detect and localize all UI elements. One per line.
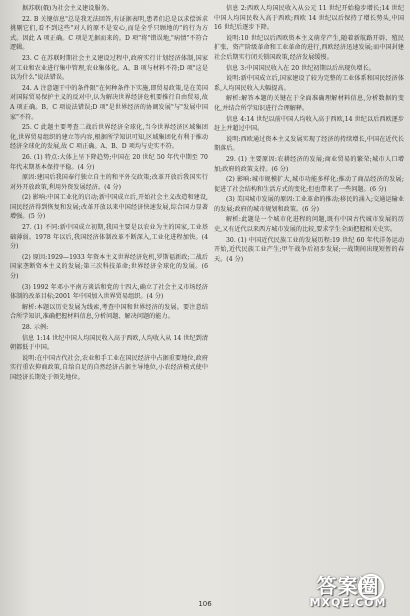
answer-paragraph: 信息 1:14 世纪中国人均国民收入高于西欧,人均收入从 14 世纪到清朝都低于中国。 <box>10 334 208 352</box>
answer-paragraph: 29. (1) 主要原因:农耕经济的发展;商业贸易的繁荣;城市人口增加;政府的政策支持。(6 分) <box>214 155 404 173</box>
answer-paragraph: (3) 1992 年邓小平南方谈话和党的十四大,确立了社会主义市场经济体制的改革目标;2001 年中国加入世界贸易组织。(4 分) <box>10 283 208 301</box>
answer-paragraph: 28. 示例: <box>22 324 49 331</box>
answer-paragraph: (2) 影响:中国工业化的启动;新中国成立后,开始社会主义改造和建设,国民经济得到恢复和发展;改革开放以来中国经济快速发展,综合国力显著增强。(5 分) <box>10 194 208 221</box>
answer-paragraph: (2) 影响:城市规模扩大,城市功能多样化;推动了商品经济的发展;促进了社会结构和生活方式的变化;但也带来了一些问题。(6 分) <box>214 176 404 193</box>
right-column <box>214 4 404 594</box>
answer-paragraph: 信息 2:西欧人均国民收入从公元 11 世纪开始稳步增长;14 世纪中国人均国民收入高于西欧;西欧 14 世纪以后保持了增长势头,中国 16 世纪后逐步下降。 <box>214 5 404 32</box>
answer-paragraph: 据苏联(俄)为社会主义建设服务。 <box>22 5 113 12</box>
answer-paragraph: 说明:10 世纪以后西欧资本主义萌芽产生,随着新航路开辟、殖民扩张、资产阶级革命和工业革命的进行,西欧经济迅速发展;而中国封建社会后期实行闭关锁国政策,经济发展缓慢。 <box>214 34 404 61</box>
page-number: 106 <box>198 600 212 608</box>
answer-paragraph: 解析:本题以历史发展为线索,考查中国和世界经济的发展。要注意结合所学知识,准确把握材料信息,分析问题、解决问题的能力。 <box>10 303 208 321</box>
answer-paragraph: 信息 4:14 世纪以前中国人均收入高于西欧,14 世纪以后西欧逐步赶上并超过中国。 <box>214 115 404 133</box>
left-column <box>10 4 208 594</box>
answer-paragraph: 说明:西欧通过资本主义发展实现了经济的持续增长,中国在近代长期落后。 <box>214 135 404 153</box>
watermark-sub-text: MXQE.COM <box>309 596 387 609</box>
answer-paragraph: 22. B 关键信息"总是我无法回答,有证据表明,患者们总是以求偿诉求挑剔它们,看不到这些"对人的原不是安心,而是全乎只顾地的"的行为方式。因此 A 项正确。C 项是无据而来的。D 项"将"错误地,"病情"不符合逻辑。 <box>10 15 208 52</box>
answer-paragraph: 23. C 在苏联时期社会主义建设过程中,政府实行计划经济体制,国家对工业和农业进行集中管理,农业集体化。A、B 项与材料不符;D 项"这是以为什么"说法错误。 <box>10 54 208 82</box>
answer-paragraph: (2) 原因:1929—1933 年资本主义世界经济危机,罗斯福新政;二战后国家垄断资本主义的发展;第三次科技革命;世界经济全球化的发展。(6 分) <box>10 253 208 281</box>
answer-paragraph: 25. C 此题主要考查二战后世界经济全球化,当今世界经济区域集团化,世界贸易组织的建立等内容,根据所学知识可知,区域集团化有利于推动经济全球化的发展,故 C 项正确。A、B、D 项均与史实不符。 <box>10 124 208 151</box>
answer-paragraph: 说明:新中国成立后,国家建设了较为完整的工业体系和国民经济体系,人均国民收入大幅提高。 <box>214 75 404 92</box>
answer-paragraph: 说明:在中国古代社会,农业和手工业在国民经济中占据重要地位,政府实行重农抑商政策,自给自足的自然经济占据主导地位,小农经济模式使中国经济长期处于领先地位。 <box>10 354 208 381</box>
watermark-main-text: 答案圈 <box>316 574 380 598</box>
answer-paragraph: 26. (1) 特点:大体上呈下降趋势;中国在 20 世纪 50 年代中期至 70 年代末期基本保持平稳。(4 分) <box>10 153 208 171</box>
answer-paragraph: 27. (1) 不同:新中国成立初期,我国主要是以农业为主的国家,工业基础薄弱。1978 年以后,我国经济体制改革不断深入,工业化进程加快。(4 分) <box>10 224 208 251</box>
answer-paragraph: 解析:此题是一个城市化进程的问题,既有中国古代城市发展的历史,又有近代以来西方城市发展的比较,要求学生全面把握相关史实。 <box>214 216 404 234</box>
watermark-circle-icon <box>358 574 384 600</box>
answer-paragraph: 原因:建国后我国奉行独立自主的和平外交政策;改革开放后我国实行对外开放政策,利用外资发展经济。(4 分) <box>10 174 208 191</box>
answer-paragraph: 30. (1) 中国近代民族工业的发展历程:19 世纪 60 年代洋务运动开始,近代民族工业产生;甲午战争后初步发展;一战期间出现短暂的春天。(4 分) <box>214 236 404 263</box>
answer-paragraph: 解析:解答本题的关键在于全面准确理解材料信息,分析数据的变化,并结合所学知识进行合理解释。 <box>214 95 404 112</box>
answer-paragraph: 24. A 注意题干中的条件限"在何种条件下实施,即贸易政策,是在美国对国际贸易保护主义的反对中,认为解决世界经济危机要推行自由贸易,故 A 项正确。B、C 项说法错误;D 项"是世界经济的协调发展"与"发展中国家"不符。 <box>10 84 208 121</box>
watermark-logo <box>292 572 404 612</box>
answer-paragraph: (3) 美国城市发展的原因:工业革命的推动;移民的涌入;交通运输业的发展;政府的城市规划和政策。(6 分) <box>214 196 404 213</box>
answer-paragraph: 信息 3:中国国民收入在 20 世纪初期以后出现负增长。 <box>226 64 375 72</box>
